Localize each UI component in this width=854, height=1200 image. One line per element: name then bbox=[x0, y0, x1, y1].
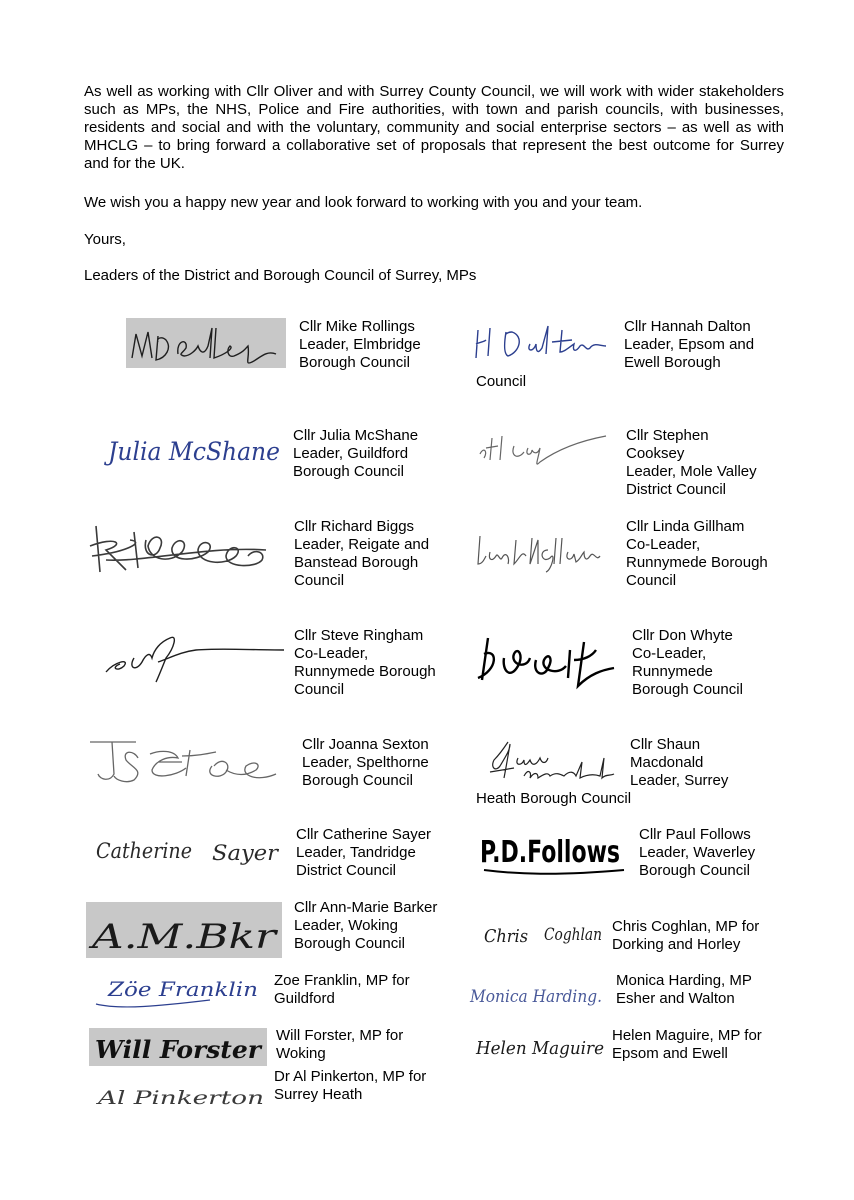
svg-text:Al Pinkerton: Al Pinkerton bbox=[95, 1087, 264, 1109]
signature-shaun-macdonald bbox=[484, 738, 620, 786]
caption-helen-maguire: Helen Maguire, MP for Epsom and Ewell bbox=[612, 1027, 762, 1062]
signature-julia-mcshane bbox=[104, 428, 284, 472]
caption-ann-marie-barker: Cllr Ann-Marie Barker Leader, Woking Borough Council bbox=[294, 899, 438, 952]
caption-chris-coghlan: Chris Coghlan, MP for Dorking and Horley bbox=[612, 918, 760, 953]
svg-text:A.M.Bkr: A.M.Bkr bbox=[88, 917, 279, 957]
paragraph-stakeholders: As well as working with Cllr Oliver and with Surrey County Council, we will work with wider stakeholders such as MPs, the NHS, Police and Fire authorities, with town and parish councils, with businesses, residents and social and with the voluntary, community and social enterprise sectors – as well as with MHCLG – to bring forward a collaborative set of proposals that represent the best outcome for Surrey and for the UK. bbox=[84, 83, 784, 172]
svg-text:P.D.Follows: P.D.Follows bbox=[480, 835, 620, 870]
caption-hannah-dalton-tail: Council bbox=[476, 373, 527, 390]
caption-julia-mcshane: Cllr Julia McShane Leader, Guildford Borough Council bbox=[293, 427, 419, 480]
signature-chris-coghlan bbox=[482, 918, 606, 954]
signature-don-whyte bbox=[474, 630, 622, 692]
svg-text:Sayer: Sayer bbox=[212, 841, 281, 865]
svg-text:Helen Maguire: Helen Maguire bbox=[475, 1038, 604, 1059]
svg-text:Catherine: Catherine bbox=[96, 839, 192, 863]
caption-catherine-sayer: Cllr Catherine Sayer Leader, Tandridge District Council bbox=[296, 826, 432, 879]
caption-joanna-sexton: Cllr Joanna Sexton Leader, Spelthorne Borough Council bbox=[302, 736, 429, 789]
signature-paul-follows bbox=[476, 826, 630, 880]
signature-stephen-cooksey bbox=[474, 428, 614, 470]
signature-monica-harding bbox=[468, 978, 608, 1012]
signature-helen-maguire bbox=[474, 1030, 608, 1066]
caption-linda-gillham: Cllr Linda Gillham Co-Leader, Runnymede Borough Council bbox=[626, 518, 768, 589]
caption-hannah-dalton: Cllr Hannah Dalton Leader, Epsom and Ewell Borough bbox=[624, 318, 755, 371]
signature-zoe-franklin bbox=[90, 970, 266, 1014]
svg-text:Monica Harding.: Monica Harding. bbox=[469, 987, 602, 1007]
signature-ann-marie-barker bbox=[86, 902, 282, 958]
signature-richard-biggs bbox=[86, 516, 280, 582]
svg-text:Julia McShane: Julia McShane bbox=[103, 437, 281, 466]
signature-hannah-dalton bbox=[472, 322, 620, 364]
caption-zoe-franklin: Zoe Franklin, MP for Guildford bbox=[274, 972, 410, 1007]
caption-steve-ringham: Cllr Steve Ringham Co-Leader, Runnymede Borough Council bbox=[294, 627, 436, 698]
svg-text:Coghlan: Coghlan bbox=[544, 925, 602, 945]
svg-text:Will Forster: Will Forster bbox=[95, 1035, 264, 1064]
signature-mike-rollings bbox=[126, 318, 286, 368]
caption-mike-rollings: Cllr Mike Rollings Leader, Elmbridge Borough Council bbox=[299, 318, 421, 371]
caption-monica-harding: Monica Harding, MP Esher and Walton bbox=[616, 972, 752, 1007]
closing: Yours, bbox=[84, 231, 126, 248]
signatories-heading: Leaders of the District and Borough Council of Surrey, MPs bbox=[84, 267, 477, 284]
svg-text:Zöe Franklin: Zöe Franklin bbox=[106, 977, 258, 1001]
caption-shaun-macdonald: Cllr Shaun Macdonald Leader, Surrey bbox=[630, 736, 729, 789]
signature-will-forster bbox=[89, 1028, 267, 1066]
signature-al-pinkerton bbox=[96, 1080, 268, 1114]
caption-richard-biggs: Cllr Richard Biggs Leader, Reigate and Banstead Borough Council bbox=[294, 518, 430, 589]
caption-stephen-cooksey: Cllr Stephen Cooksey Leader, Mole Valley District Council bbox=[626, 427, 757, 498]
caption-al-pinkerton: Dr Al Pinkerton, MP for Surrey Heath bbox=[274, 1068, 427, 1103]
signature-joanna-sexton bbox=[86, 736, 292, 786]
caption-shaun-macdonald-tail: Heath Borough Council bbox=[476, 790, 632, 807]
caption-don-whyte: Cllr Don Whyte Co-Leader, Runnymede Borough Council bbox=[632, 627, 743, 698]
svg-text:Chris: Chris bbox=[484, 926, 528, 947]
caption-will-forster: Will Forster, MP for Woking bbox=[276, 1027, 404, 1062]
caption-paul-follows: Cllr Paul Follows Leader, Waverley Borough Council bbox=[639, 826, 756, 879]
signature-catherine-sayer bbox=[94, 832, 284, 872]
signature-steve-ringham bbox=[100, 628, 290, 684]
signature-linda-gillham bbox=[472, 530, 622, 574]
paragraph-new-year: We wish you a happy new year and look forward to working with you and your team. bbox=[84, 194, 643, 211]
